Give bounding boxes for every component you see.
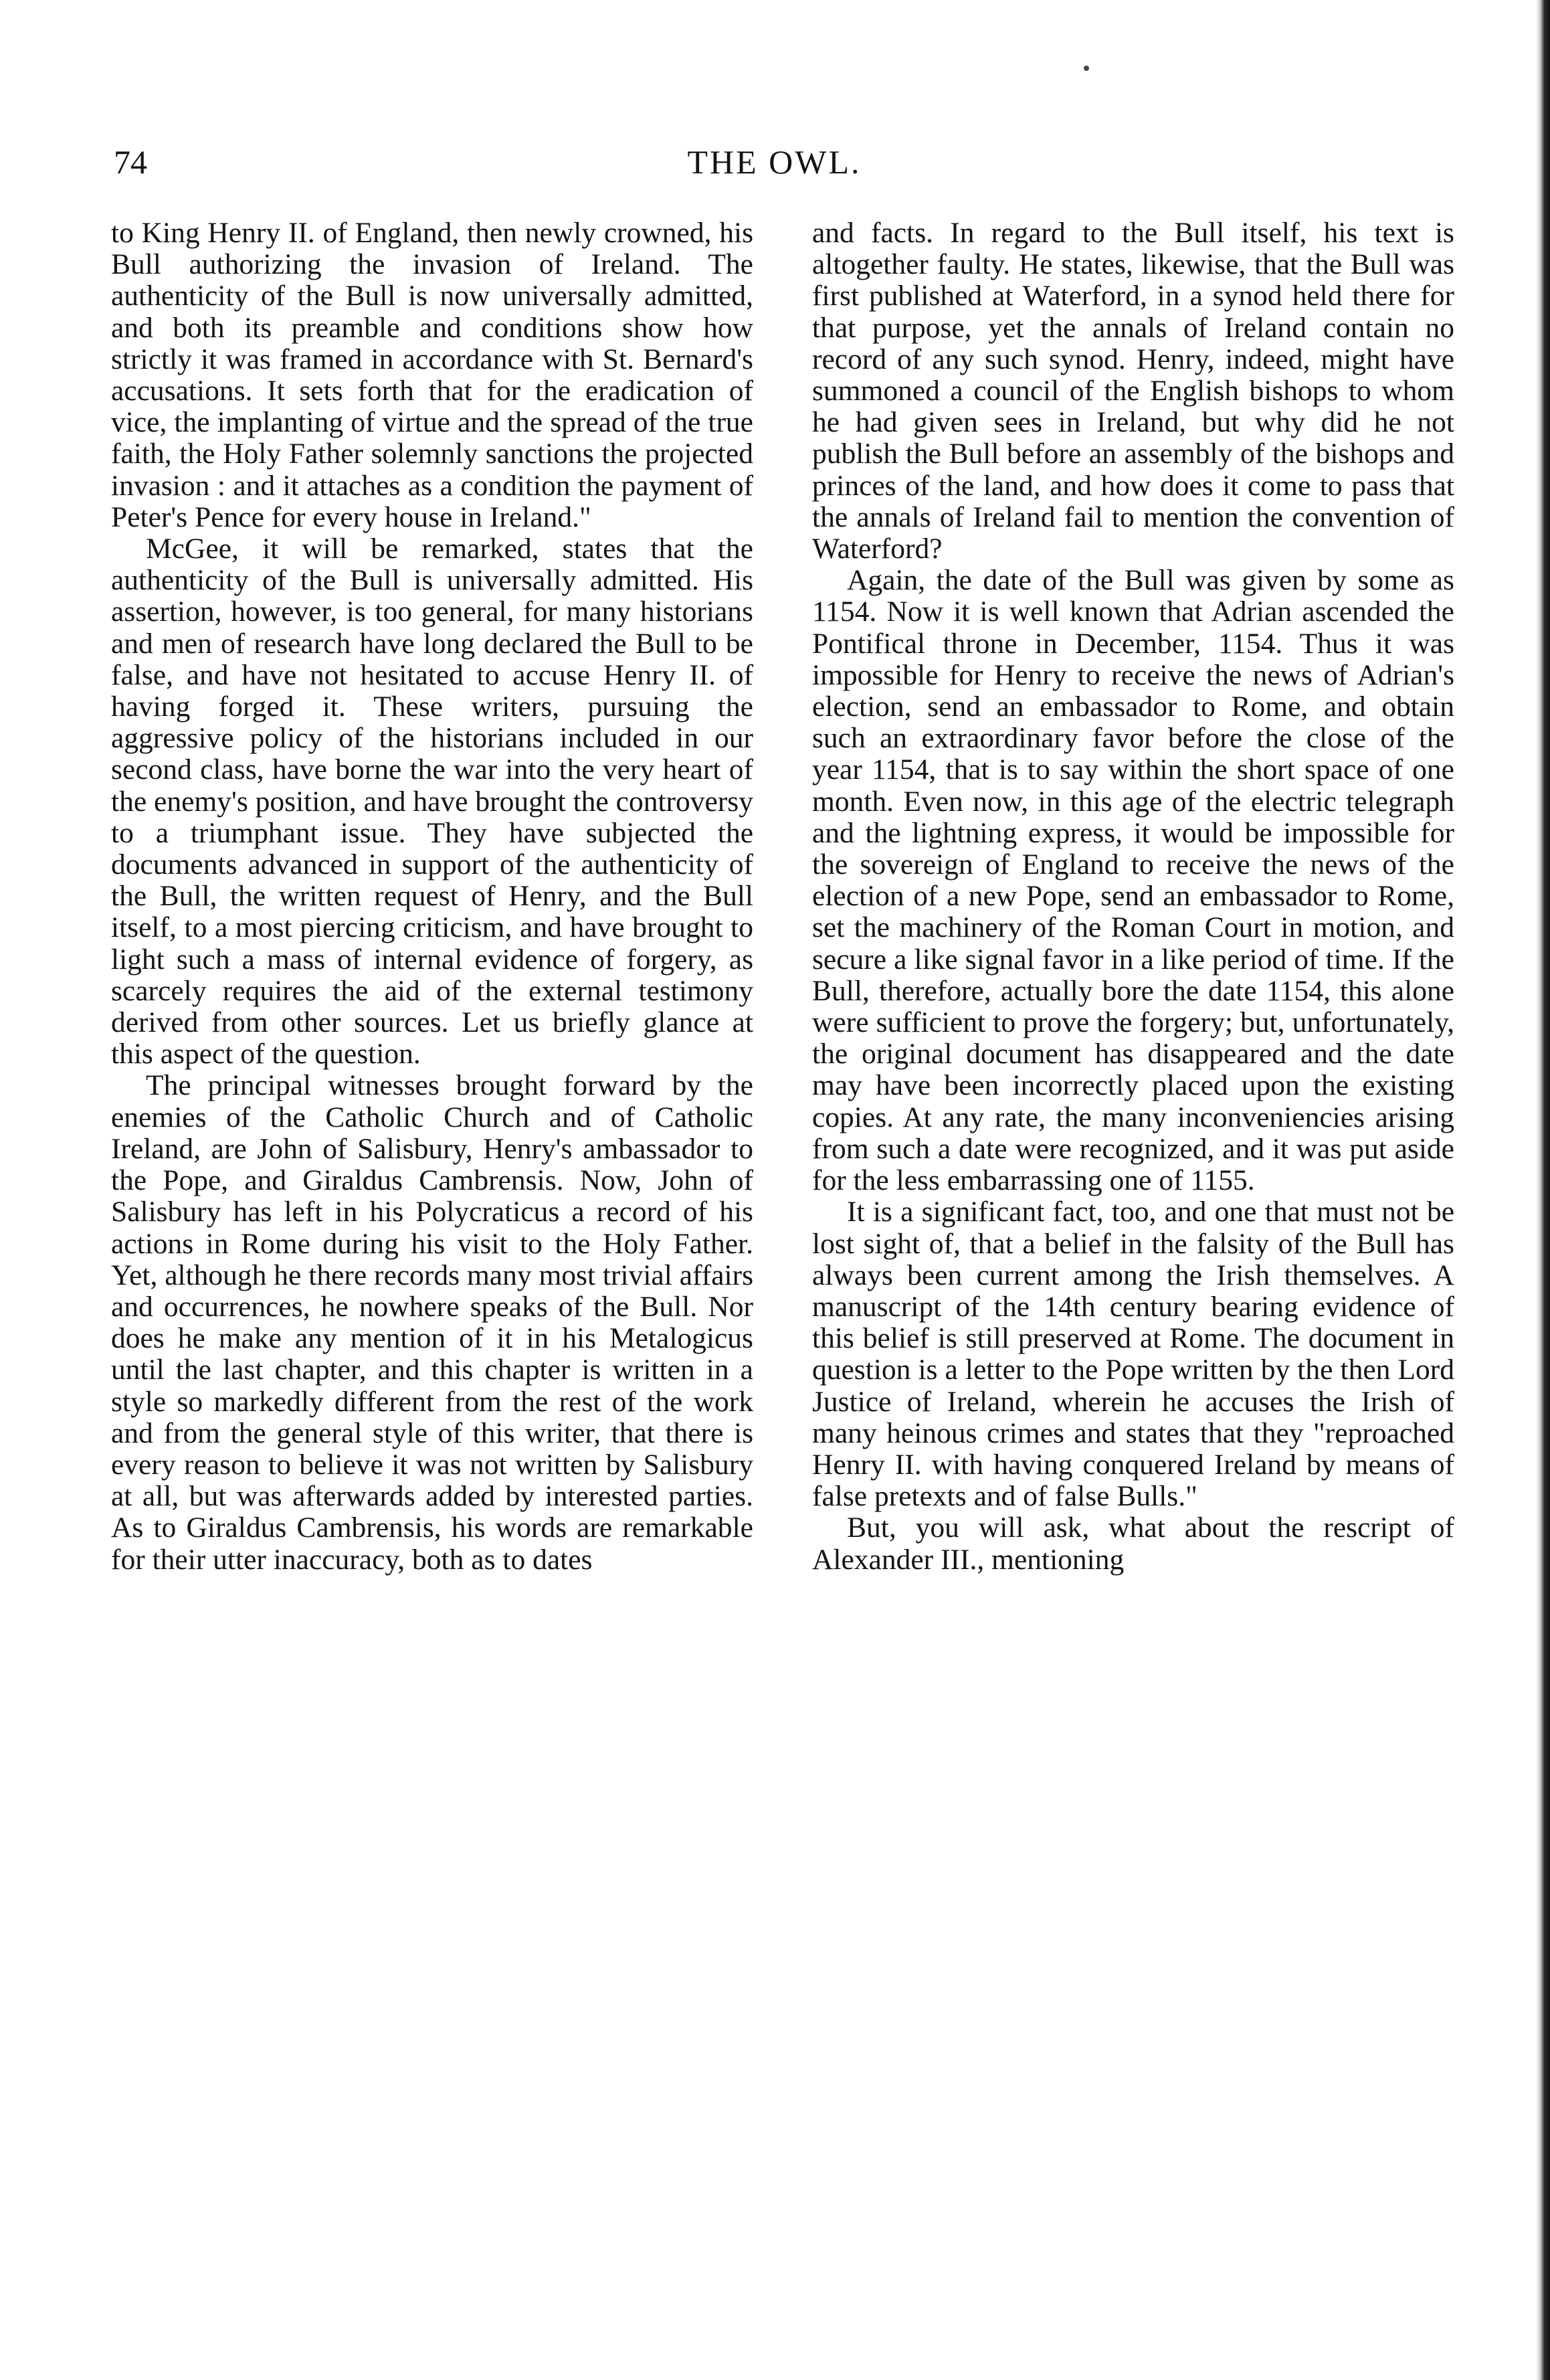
paragraph: But, you will ask, what about the rescript of Alexander III., mentioning: [812, 1512, 1454, 1576]
paragraph: McGee, it will be remarked, states that the authenticity of the Bull is universally admitted. His assertion, however, is too general, for many historians and men of research have long declared the Bull to be false, and have not hesitated to accuse Henry II. of having forged it. These writers, pursuing the aggressive policy of the historians included in our second class, have borne the war into the very heart of the enemy's position, and have brought the controversy to a triumphant issue. They have subjected the documents advanced in support of the authenticity of the Bull, the written request of Henry, and the Bull itself, to a most piercing criticism, and have brought to light such a mass of internal evidence of forgery, as scarcely requires the aid of the external testimony derived from other sources. Let us briefly glance at this aspect of the question.: [111, 533, 753, 1071]
paragraph: and facts. In regard to the Bull itself, his text is altogether faulty. He states, likewise, that the Bull was first published at Waterford, in a synod held there for that purpose, yet the annals of Ireland contain no record of any such synod. Henry, indeed, might have summoned a council of the English bishops to whom he had given sees in Ireland, but why did he not publish the Bull before an assembly of the bishops and princes of the land, and how does it come to pass that the annals of Ireland fail to mention the convention of Waterford?: [812, 217, 1454, 565]
paragraph: It is a significant fact, too, and one that must not be lost sight of, that a belief in the falsity of the Bull has always been current among the Irish themselves. A manuscript of the 14th century bearing evidence of this belief is still preserved at Rome. The document in question is a letter to the Pope written by the then Lord Justice of Ireland, wherein he accuses the Irish of many heinous crimes and states that they "reproached Henry II. with having conquered Ireland by means of false pretexts and of false Bulls.": [812, 1196, 1454, 1513]
right-column: [812, 217, 1454, 2318]
left-column: [111, 217, 753, 2318]
paragraph: to King Henry II. of England, then newly crowned, his Bull authorizing the invasion of Ireland. The authenticity of the Bull is now universally admitted, and both its preamble and conditions show how strictly it was framed in accordance with St. Bernard's accusations. It sets forth that for the eradication of vice, the implanting of virtue and the spread of the true faith, the Holy Father solemnly sanctions the projected invasion : and it attaches as a condition the payment of Peter's Pence for every house in Ireland.": [111, 217, 753, 533]
running-title: THE OWL.: [687, 143, 862, 181]
paragraph: The principal witnesses brought forward by the enemies of the Catholic Church and of Catholic Ireland, are John of Salisbury, Henry's ambassador to the Pope, and Giraldus Cambrensis. Now, John of Salisbury has left in his Polycraticus a record of his actions in Rome during his visit to the Holy Father. Yet, although he there records many most trivial affairs and occurrences, he nowhere speaks of the Bull. Nor does he make any mention of it in his Metalogicus until the last chapter, and this chapter is written in a style so markedly different from the rest of the work and from the general style of this writer, that there is every reason to believe it was not written by Salisbury at all, but was afterwards added by interested parties. As to Giraldus Cambrensis, his words are remarkable for their utter inaccuracy, both as to dates: [111, 1069, 753, 1576]
scan-speck: [1084, 66, 1089, 71]
scan-edge-shadow: [1536, 0, 1550, 2380]
page-number: 74: [114, 143, 147, 181]
page-header: [114, 142, 1435, 195]
paragraph: Again, the date of the Bull was given by some as 1154. Now it is well known that Adrian ascended the Pontifical throne in December, 1154. Thus it was impossible for Henry to receive the news of Adrian's election, send an embassador to Rome, and obtain such an extraordinary favor before the close of the year 1154, that is to say within the short space of one month. Even now, in this age of the electric telegraph and the lightning express, it would be impossible for the sovereign of England to receive the news of the election of a new Pope, send an embassador to Rome, set the machinery of the Roman Court in motion, and secure a like signal favor in a like period of time. If the Bull, therefore, actually bore the date 1154, this alone were sufficient to prove the forgery; but, unfortunately, the original document has disappeared and the date may have been incorrectly placed upon the existing copies. At any rate, the many inconveniencies arising from such a date were recognized, and it was put aside for the less embarrassing one of 1155.: [812, 564, 1454, 1197]
